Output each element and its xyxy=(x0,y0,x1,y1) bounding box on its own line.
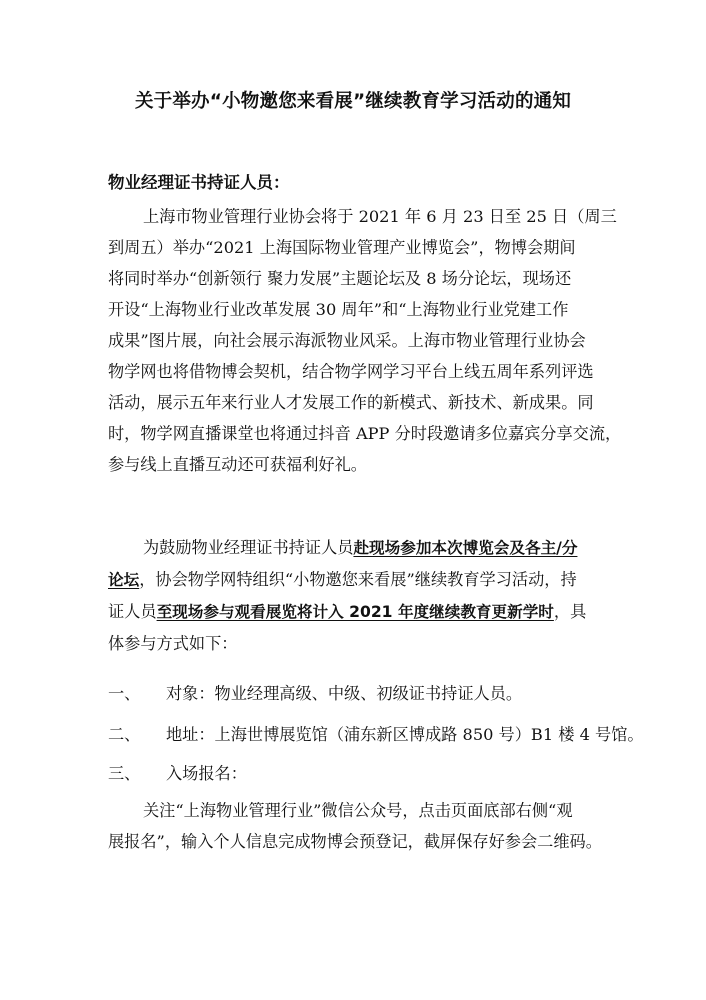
list-item-text: 地址：上海世博展览馆（浦东新区博成路 850 号）B1 楼 4 号馆。 xyxy=(166,725,644,744)
paragraph-line: 成果”图片展，向社会展示海派物业风采。上海市物业管理行业协会 xyxy=(108,331,586,350)
paragraph-registration xyxy=(108,795,600,857)
paragraph-text: 证人员 xyxy=(108,602,157,621)
paragraph-line xyxy=(108,564,600,596)
paragraph-line: 时，物学网直播课堂也将通过抖音 APP 分时段邀请多位嘉宾分享交流， xyxy=(108,424,622,443)
emphasis-text: 至现场参与观看展览将计入 2021 年度继续教育更新学时 xyxy=(156,603,554,621)
paragraph-line: 上海市物业管理行业协会将于 2021 年 6 月 23 日至 25 日（周三 xyxy=(143,207,617,226)
list-item-registration xyxy=(108,761,247,787)
paragraph-line: 开设“上海物业行业改革发展 30 周年”和“上海物业行业党建工作 xyxy=(108,300,569,319)
list-item-number: 二、 xyxy=(108,725,141,744)
paragraph-encourage xyxy=(108,532,600,659)
list-item-number: 三、 xyxy=(108,764,141,783)
paragraph-intro xyxy=(108,201,622,480)
notice-title: 关于举办“小物邀您来看展”继续教育学习活动的通知 xyxy=(134,91,572,112)
paragraph-line: 活动，展示五年来行业人才发展工作的新模式、新技术、新成果。同 xyxy=(108,393,594,412)
paragraph-line: 参与线上直播互动还可获福利好礼。 xyxy=(108,455,367,474)
list-item-text: 对象：物业经理高级、中级、初级证书持证人员。 xyxy=(166,684,523,703)
paragraph-line: 到周五）举办“2021 上海国际物业管理产业博览会”，物博会期间 xyxy=(108,238,576,257)
paragraph-line: 物学网也将借物博会契机，结合物学网学习平台上线五周年系列评选 xyxy=(108,362,594,381)
paragraph-text: ，协会物学网特组织“小物邀您来看展”继续教育学习活动，持 xyxy=(139,570,577,589)
list-item-text: 入场报名： xyxy=(166,764,247,783)
paragraph-line: 关注“上海物业管理行业”微信公众号，点击页面底部右侧“观 xyxy=(143,801,573,820)
list-item-address xyxy=(108,722,644,748)
list-item-number: 一、 xyxy=(108,684,141,703)
list-item-target xyxy=(108,681,522,707)
paragraph-line xyxy=(108,532,600,564)
paragraph-line: 将同时举办“创新领行 聚力发展”主题论坛及 8 场分论坛，现场还 xyxy=(108,269,572,288)
paragraph-line xyxy=(108,596,600,628)
salutation: 物业经理证书持证人员： xyxy=(108,173,290,192)
paragraph-line: 展报名”，输入个人信息完成物博会预登记，截屏保存好参会二维码。 xyxy=(108,832,602,851)
paragraph-text: 为鼓励物业经理证书持证人员 xyxy=(143,538,354,557)
emphasis-text: 论坛 xyxy=(108,571,140,589)
paragraph-text: ，具 xyxy=(553,602,587,621)
paragraph-line: 体参与方式如下： xyxy=(108,634,238,653)
emphasis-text: 赴现场参加本次博览会及各主/分 xyxy=(353,539,578,557)
